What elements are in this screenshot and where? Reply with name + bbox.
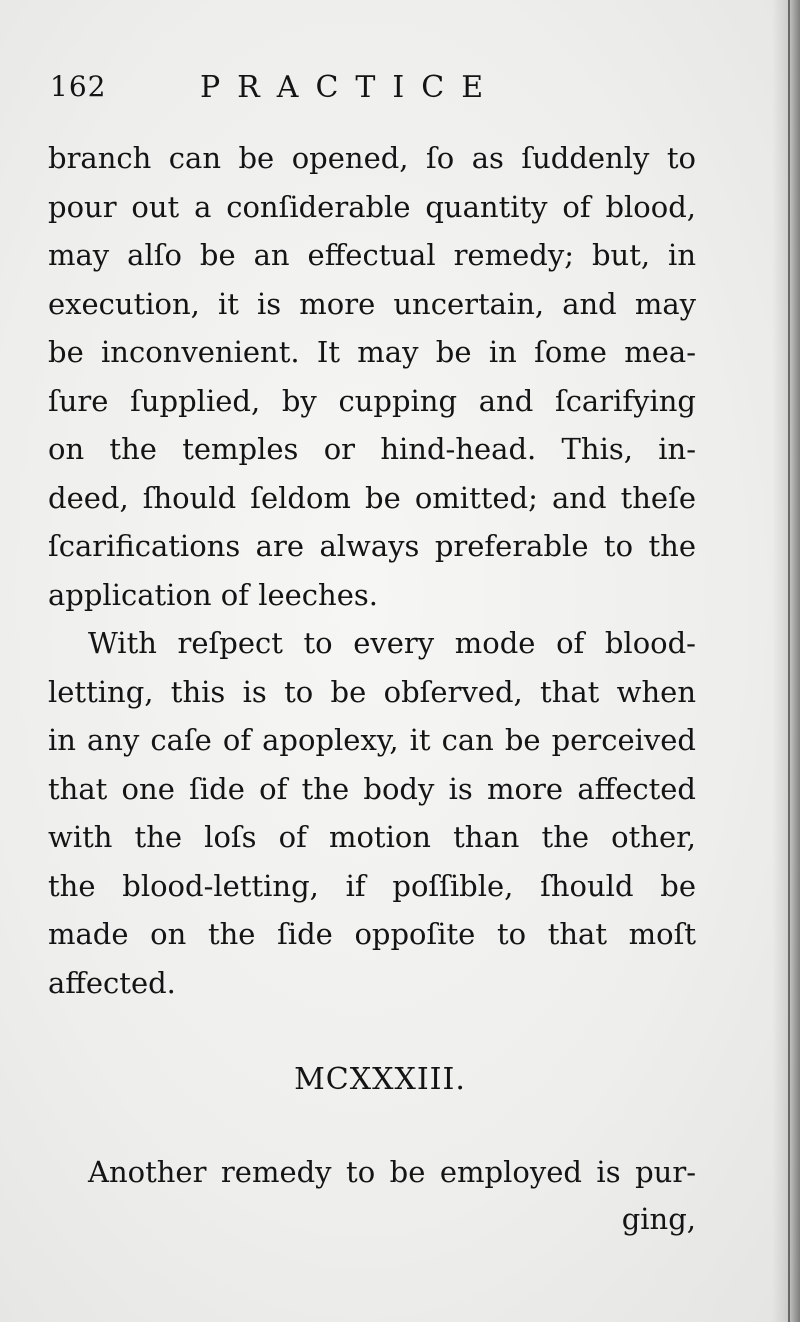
page-number: 162 xyxy=(50,70,107,103)
text-line: with the loſs of motion than the other, xyxy=(48,820,696,854)
paragraph-3 xyxy=(48,1148,696,1197)
section-number: MCXXXIII. xyxy=(294,1062,466,1097)
text-line: in any caſe of apoplexy, it can be perceived xyxy=(48,723,696,757)
text-line: execution, it is more uncertain, and may xyxy=(48,286,696,321)
text-line: application of leeches. xyxy=(48,577,378,612)
text-line: pour out a conſiderable quantity of blood, xyxy=(48,189,696,224)
text-line: letting, this is to be obſerved, that when xyxy=(48,674,696,709)
text-line: be inconvenient. It may be in ſome mea- xyxy=(48,335,696,369)
text-line: branch can be opened, ſo as ſuddenly to xyxy=(48,141,696,175)
text-line: the blood-letting, if poſſible, ſhould be xyxy=(48,868,696,903)
text-line: may alſo be an effectual remedy; but, in xyxy=(48,238,696,272)
text-line: ſure ſupplied, by cupping and ſcarifying xyxy=(48,383,696,418)
text-line: With reſpect to every mode of blood- xyxy=(88,626,696,660)
paragraph-1 xyxy=(48,134,696,1007)
page-edge-shadow xyxy=(772,0,800,1322)
text-line: deed, ſhould ſeldom be omitted; and theſe xyxy=(48,480,696,515)
text-line: made on the ſide oppoſite to that moſt xyxy=(48,917,696,951)
text-line: ſcarifications are always preferable to the xyxy=(48,529,696,563)
text-line: on the temples or hind-head. This, in- xyxy=(48,432,696,466)
page-edge-line xyxy=(788,0,790,1322)
text-line: that one ſide of the body is more affected xyxy=(48,771,696,806)
text-line: Another remedy to be employed is pur- xyxy=(88,1155,696,1189)
running-head: PRACTICE xyxy=(200,70,501,105)
page-header xyxy=(50,70,700,114)
catchword: ging, xyxy=(621,1202,696,1236)
text-line: affected. xyxy=(48,965,176,1000)
